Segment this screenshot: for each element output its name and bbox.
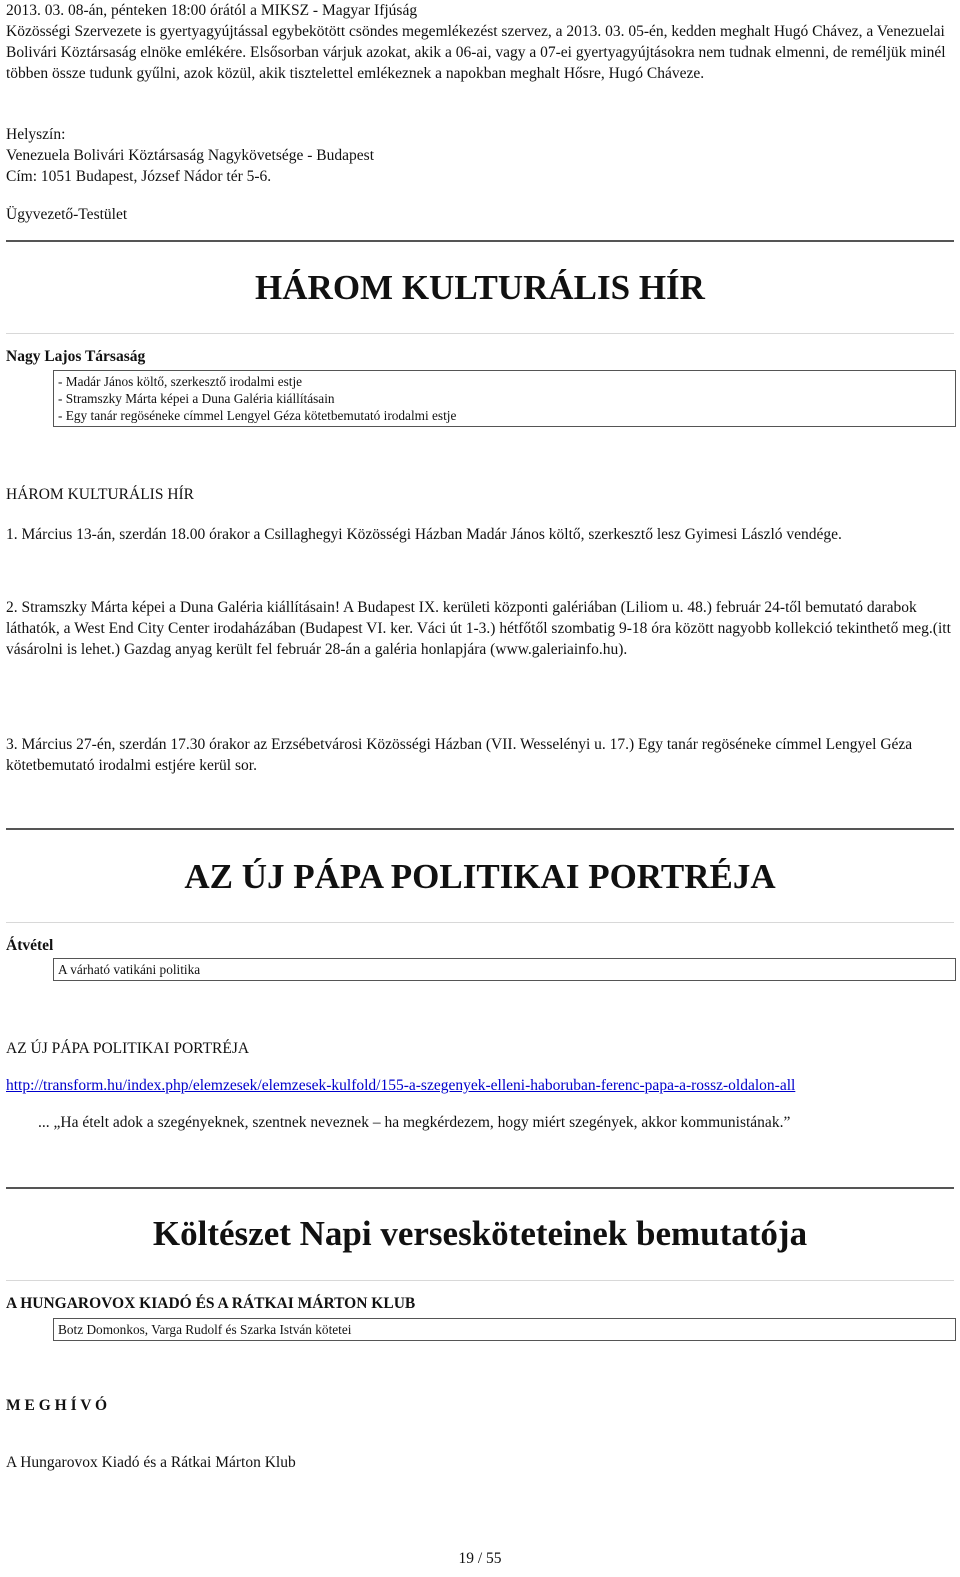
- section-divider: [6, 1187, 954, 1189]
- summary-line: - Egy tanár regöséneke címmel Lengyel Géza kötetbemutató irodalmi estje: [58, 408, 457, 423]
- article-title: AZ ÚJ PÁPA POLITIKAI PORTRÉJA: [184, 857, 776, 896]
- quote: ... „Ha ételt adok a szegényeknek, szentnek neveznek – ha megkérdezem, hogy miért szegények, akkor kommunistának.”: [38, 1114, 791, 1131]
- article-source: Nagy Lajos Társaság: [6, 348, 146, 365]
- page-number: 19 / 55: [458, 1550, 502, 1567]
- article-subtitle: AZ ÚJ PÁPA POLITIKAI PORTRÉJA: [6, 1040, 250, 1057]
- source-link[interactable]: http://transform.hu/index.php/elemzesek/elemzesek-kulfold/155-a-szegenyek-elleni-haboruban-ferenc-papa-a-rossz-oldalon-all: [6, 1077, 796, 1094]
- invitation-heading: M E G H Í V Ó: [6, 1397, 108, 1414]
- section-divider: [6, 828, 954, 830]
- announcement-paragraph: Közösségi Szervezete is gyertyagyújtással egybekötött csöndes megemlékezést szervez, a 2013. 03. 05-én, kedden meghalt Hugó Chávez, a Venezuelai Bolivári Köztársaság elnöke emlékére. Elsősorban várjuk azokat, akik a 06-ai, vagy a 07-ei gyertyagyújtásokra nem tudnak elmenni, de reméljük minél többen össze tudunk gyűlni, azok közül, akik tisztelettel emlékeznek a napokban meghalt Hősre, Hugó Cháveze.: [6, 23, 946, 82]
- venue-label: Helyszín:: [6, 126, 66, 143]
- source-link-wrap: [6, 1075, 951, 1096]
- article-title: HÁROM KULTURÁLIS HÍR: [255, 268, 705, 307]
- announcement-date-line: 2013. 03. 08-án, pénteken 18:00 órától a MIKSZ - Magyar Ifjúság: [6, 2, 418, 19]
- title-divider: [6, 333, 954, 334]
- article-source: Átvétel: [6, 937, 54, 954]
- article-summary-box: [53, 370, 956, 427]
- article-source: A HUNGAROVOX KIADÓ ÉS A RÁTKAI MÁRTON KLUB: [6, 1295, 416, 1312]
- article-subtitle: HÁROM KULTURÁLIS HÍR: [6, 486, 195, 503]
- news-item: 1. Március 13-án, szerdán 18.00 órakor a Csillaghegyi Közösségi Házban Madár János költő, szerkesztő lesz Gyimesi László vendége.: [6, 526, 842, 543]
- article-summary-box: [53, 1318, 956, 1341]
- summary-line: - Madár János költő, szerkesztő irodalmi estje: [58, 374, 303, 389]
- invitation-line: A Hungarovox Kiadó és a Rátkai Márton Klub: [6, 1454, 296, 1471]
- venue-address: Cím: 1051 Budapest, József Nádor tér 5-6.: [6, 168, 272, 185]
- article-title: Költészet Napi versesköteteinek bemutatója: [152, 1214, 808, 1253]
- news-item: 3. Március 27-én, szerdán 17.30 órakor az Erzsébetvárosi Közösségi Házban (VII. Wesselényi u. 17.) Egy tanár regöséneke címmel Lengyel Géza kötetbemutató irodalmi estjére kerül sor.: [6, 736, 913, 774]
- article-summary-box: [53, 958, 956, 981]
- signature: Ügyvezető-Testület: [6, 206, 128, 223]
- news-item: 2. Stramszky Márta képei a Duna Galéria kiállításain! A Budapest IX. kerületi központi galériában (Liliom u. 48.) február 24-től bemutató darabok láthatók, a West End City Center irodaházában (Budapest VI. ker. Váci út 1-3.) hétfőtől szombatig 9-18 óra között nagyobb kollekció tekinthető meg.(itt vásárolni is lehet.) Gazdag anyag került fel február 28-án a galéria honlapjára (www.galeriainfo.hu).: [6, 599, 951, 658]
- summary-line: Botz Domonkos, Varga Rudolf és Szarka István kötetei: [58, 1322, 352, 1337]
- summary-line: A várható vatikáni politika: [58, 962, 201, 977]
- section-divider: [6, 240, 954, 242]
- title-divider: [6, 1280, 954, 1281]
- summary-line: - Stramszky Márta képei a Duna Galéria kiállításain: [58, 391, 335, 406]
- venue-name: Venezuela Bolivári Köztársaság Nagykövetsége - Budapest: [6, 147, 374, 164]
- title-divider: [6, 922, 954, 923]
